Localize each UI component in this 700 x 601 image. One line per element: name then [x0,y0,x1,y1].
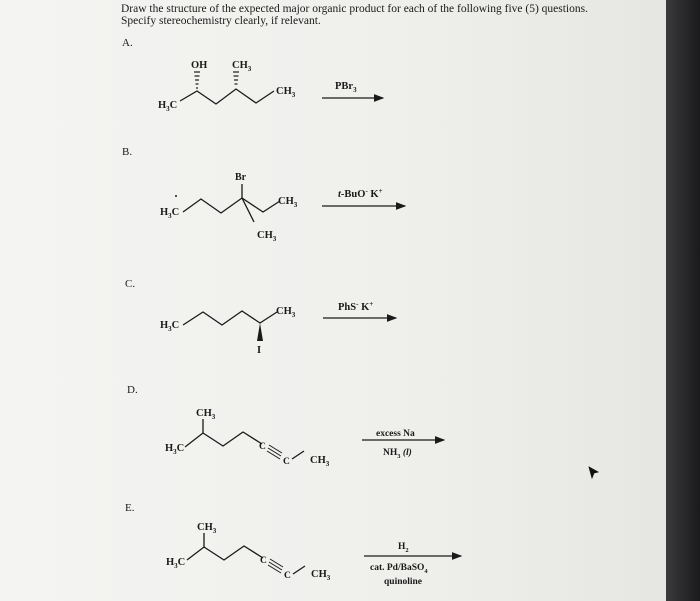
svg-text:H3C: $H_3C$ [165,443,185,456]
question-b-letter: B. [122,146,133,158]
svg-text:CH3: $CH_3$ [276,86,296,99]
oh-label: OH [191,60,208,71]
reagent-a: PBr$_3$ [335,81,357,94]
svg-text:H3C: $H_3C$ [160,207,180,220]
alkyne-c2-label-e: C [284,571,291,581]
svg-text:CH3: $CH_3$ [197,522,217,535]
svg-text:H3C: $H_3C$ [166,557,186,570]
reagent-e-line1: $H_2$ [398,542,409,554]
svg-text:CH3: $CH_3$ [276,306,296,319]
carbon-chain-a [180,89,274,104]
carbon-chain-c [183,311,277,325]
h3c-label-d: H [165,443,174,454]
svg-text:CH3: $CH_3$ [311,569,331,582]
reagent-d-line2: $NH_3$ (l) [383,448,412,460]
wedge-bond-i [257,323,263,341]
reagent-b: t-BuO- K+ [338,187,383,200]
mouse-pointer-icon [588,466,600,485]
hashed-wedge-oh [194,72,200,88]
ch3-end-label-c: CH [276,306,292,317]
h3c-label: H [158,100,167,111]
svg-text:CH3: $CH_3$ [278,196,298,209]
svg-text:H3C: $H_3C$ [160,320,180,333]
h3c-label-b: H [160,207,169,218]
question-d-letter: D. [127,384,138,396]
alkyne-c1-label-e: C [260,556,267,566]
triple-bond-d [267,445,282,459]
hashed-wedge-ch3 [233,72,239,84]
br-label: Br [235,172,247,183]
question-e [125,502,461,587]
ch3-end-label-d: CH [310,455,326,466]
reagent-d-line1: excess Na [376,429,415,439]
svg-text:H3C: $H_3C$ [158,100,178,113]
dot-mark [175,195,177,197]
question-b [122,146,405,243]
h3c-label-c: H [160,320,169,331]
instructions-line-1: Draw the structure of the expected major organic product for each of the following five (5) questions. [121,3,588,15]
ch3-end-label-e: CH [311,569,327,580]
question-a [122,37,383,113]
svg-text:CH3: $CH_3$ [196,408,216,421]
carbon-chain-e [187,546,263,560]
svg-text:CH3: $CH_3$ [232,60,252,73]
question-c-letter: C. [125,278,136,290]
ch3-end-label: CH [276,86,292,97]
reagent-c: PhS- K+ [338,300,374,313]
carbon-chain-b [183,198,280,213]
alkyne-c1-label-d: C [259,442,266,452]
svg-text:CH3: $CH_3$ [257,230,277,243]
reagent-e-line2: cat. Pd/BaSO$_4$ [370,563,428,575]
h3c-label-e: H [166,557,175,568]
i-label: I [257,345,262,356]
ch3-top-label: CH [232,60,248,71]
svg-text:CH3: $CH_3$ [310,455,330,468]
ch3-down-label-b: CH [257,230,273,241]
instructions-line-2: Specify stereochemistry clearly, if relevant. [121,15,321,27]
reagent-e-line3: quinoline [384,577,423,587]
question-d [127,384,444,468]
c-ch3-bond-e2 [293,566,305,574]
question-a-letter: A. [122,37,133,49]
ch3-top-label-d: CH [196,408,212,419]
question-e-letter: E. [125,502,135,514]
alkyne-c2-label-d: C [283,457,290,467]
ch3-end-label-b: CH [278,196,294,207]
carbon-chain-d [185,432,262,447]
molecule-a [180,89,274,104]
ch3-top-label-e: CH [197,522,213,533]
question-c [125,278,396,356]
c-ch3-bond-d2 [292,451,304,459]
triple-bond-e [268,559,283,573]
